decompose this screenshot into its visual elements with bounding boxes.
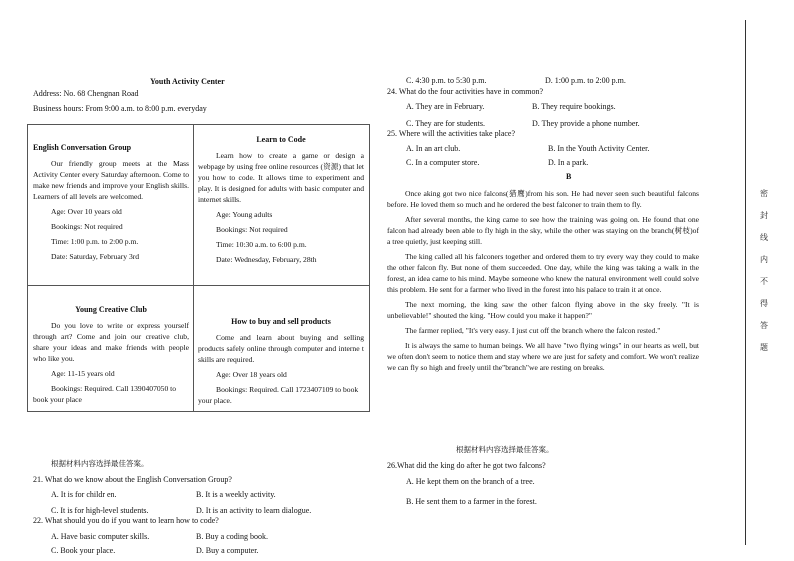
club-bookings: Bookings: Required. Call 1723407109 to book your place. [198, 385, 359, 405]
binding-char: 不 [760, 277, 768, 286]
club-age: Age: Over 10 years old [51, 207, 122, 216]
q24-option-c[interactable]: C. They are for students. [406, 119, 485, 128]
club-age: Age: 11-15 years old [51, 369, 115, 378]
club-age: Age: Over 18 years old [216, 370, 287, 379]
club-title: Learn to Code [256, 135, 306, 144]
club-bookings: Bookings: Not required [216, 225, 288, 234]
club-desc: Come and learn about buying and selling products safely online through computer and interne t skills are required. [198, 333, 364, 364]
club-date: Date: Wednesday, February, 28th [216, 255, 317, 264]
passage-paragraph: After several months, the king came to see how the training was going on. He found that one falcon had already been able to fly high in the sky, while the other was staying on the branch(树枝)of a tree quietly, just keeping still. [387, 215, 699, 246]
club-date: Date: Saturday, February 3rd [51, 252, 140, 261]
club-bookings: Bookings: Required. Call 1390407050 to book your place [33, 384, 177, 404]
club-desc: Our friendly group meets at the Mass Activity Center every Saturday afternoon. Come to make new friends and improve your English skills. Learners of all levels are welcomed. [33, 159, 189, 201]
q21-stem: 21. What do we know about the English Conversation Group? [33, 475, 232, 484]
q21-option-c[interactable]: C. It is for high-level students. [51, 506, 149, 515]
q22-option-c[interactable]: C. Book your place. [51, 546, 116, 555]
club-time: Time: 1:00 p.m. to 2:00 p.m. [51, 237, 139, 246]
passage-paragraph: Once aking got two nice falcons(猎鹰)from his son. He had never seen such beautiful falcons before. He loved them so much and he ordered the best falconer to train them to fly. [387, 189, 699, 209]
binding-char: 封 [760, 211, 768, 220]
q25-option-d[interactable]: D. In a park. [548, 158, 589, 167]
binding-char: 得 [760, 299, 768, 308]
passage-paragraph: The next morning, the king saw the other falcon flying above in the sky freely. "It is unbelievable!" shouted the king. "How could you make it happen?" [387, 300, 699, 320]
club-cell-english [33, 142, 189, 262]
q21-option-a[interactable]: A. It is for childr en. [51, 490, 117, 499]
club-title: Young Creative Club [75, 305, 147, 314]
notice-hours: Business hours: From 9:00 a.m. to 8:00 p.m. everyday [33, 104, 207, 113]
q25-option-c[interactable]: C. In a computer store. [406, 158, 480, 167]
instruction-left: 根据材料内容选择最佳答案。 [51, 459, 149, 468]
q22-option-d[interactable]: D. Buy a computer. [196, 546, 259, 555]
passage-b [387, 188, 699, 377]
club-age: Age: Young adults [216, 210, 273, 219]
notice-title: Youth Activity Center [150, 77, 225, 86]
club-desc: Learn how to create a game or design a webpage by using free online resources (资源) that let you how to code. It allows time to experiment and play. It is designed for adults with basic computer and internet skills. [198, 151, 364, 204]
binding-line [745, 20, 746, 545]
q23-option-d[interactable]: D. 1:00 p.m. to 2:00 p.m. [545, 76, 626, 85]
q25-stem: 25. Where will the activities take place? [387, 129, 516, 138]
instruction-right: 根据材料内容选择最佳答案。 [456, 445, 554, 454]
binding-char: 题 [760, 343, 768, 352]
q21-option-b[interactable]: B. It is a weekly activity. [196, 490, 276, 499]
passage-label: B [566, 172, 572, 181]
q24-option-a[interactable]: A. They are in February. [406, 102, 485, 111]
club-cell-products [198, 316, 364, 406]
club-cell-code [198, 134, 364, 265]
club-desc: Do you love to write or express yourself through art? Come and join our creative club, share your ideas and make friends with people who like you. [33, 321, 189, 363]
q26-option-a[interactable]: A. He kept them on the branch of a tree. [406, 477, 535, 486]
q26-stem: 26.What did the king do after he got two falcons? [387, 461, 546, 470]
passage-paragraph: It is always the same to human beings. We all have "two flying wings" in our hearts as well, but we often don't seem to notice them and stay where we are just for safety and comfort. We won't realize we can fly so high and freely until the"branch"we are resting on breaks. [387, 341, 699, 372]
binding-char: 答 [760, 321, 768, 330]
q24-stem: 24. What do the four activities have in common? [387, 87, 544, 96]
table-divider-horizontal [28, 285, 369, 286]
q26-option-b[interactable]: B. He sent them to a farmer in the forest. [406, 497, 537, 506]
binding-char: 线 [760, 233, 768, 242]
q22-option-a[interactable]: A. Have basic computer skills. [51, 532, 150, 541]
club-time: Time: 10:30 a.m. to 6:00 p.m. [216, 240, 307, 249]
club-bookings: Bookings: Not required [51, 222, 123, 231]
q25-option-a[interactable]: A. In an art club. [406, 144, 461, 153]
club-title: How to buy and sell products [231, 317, 331, 326]
passage-paragraph: The king called all his falconers together and ordered them to try every way they could to make the other falcon fly. But none of them succeeded. One day, while the king was taking a walk in the forest, an idea came to his mind. Maybe someone who knew the natural environment well could solve this problem. He sent for a farmer who lived in the forest into his palace to train it at once. [387, 252, 699, 294]
passage-paragraph: The farmer replied, "It's very easy. I just cut off the branch where the falcon rested." [405, 326, 661, 335]
club-cell-creative [33, 304, 189, 405]
binding-char: 密 [760, 189, 768, 198]
q22-stem: 22. What should you do if you want to learn how to code? [33, 516, 219, 525]
club-title: English Conversation Group [33, 143, 132, 152]
activity-table [27, 124, 370, 412]
binding-char: 内 [760, 255, 768, 264]
notice-address: Address: No. 68 Chengnan Road [33, 89, 139, 98]
q25-option-b[interactable]: B. In the Youth Activity Center. [548, 144, 650, 153]
q24-option-d[interactable]: D. They provide a phone number. [532, 119, 640, 128]
q21-option-d[interactable]: D. It is an activity to learn dialogue. [196, 506, 312, 515]
q22-option-b[interactable]: B. Buy a coding book. [196, 532, 268, 541]
q24-option-b[interactable]: B. They require bookings. [532, 102, 616, 111]
table-divider-vertical [193, 125, 194, 411]
q23-option-c[interactable]: C. 4:30 p.m. to 5:30 p.m. [406, 76, 487, 85]
